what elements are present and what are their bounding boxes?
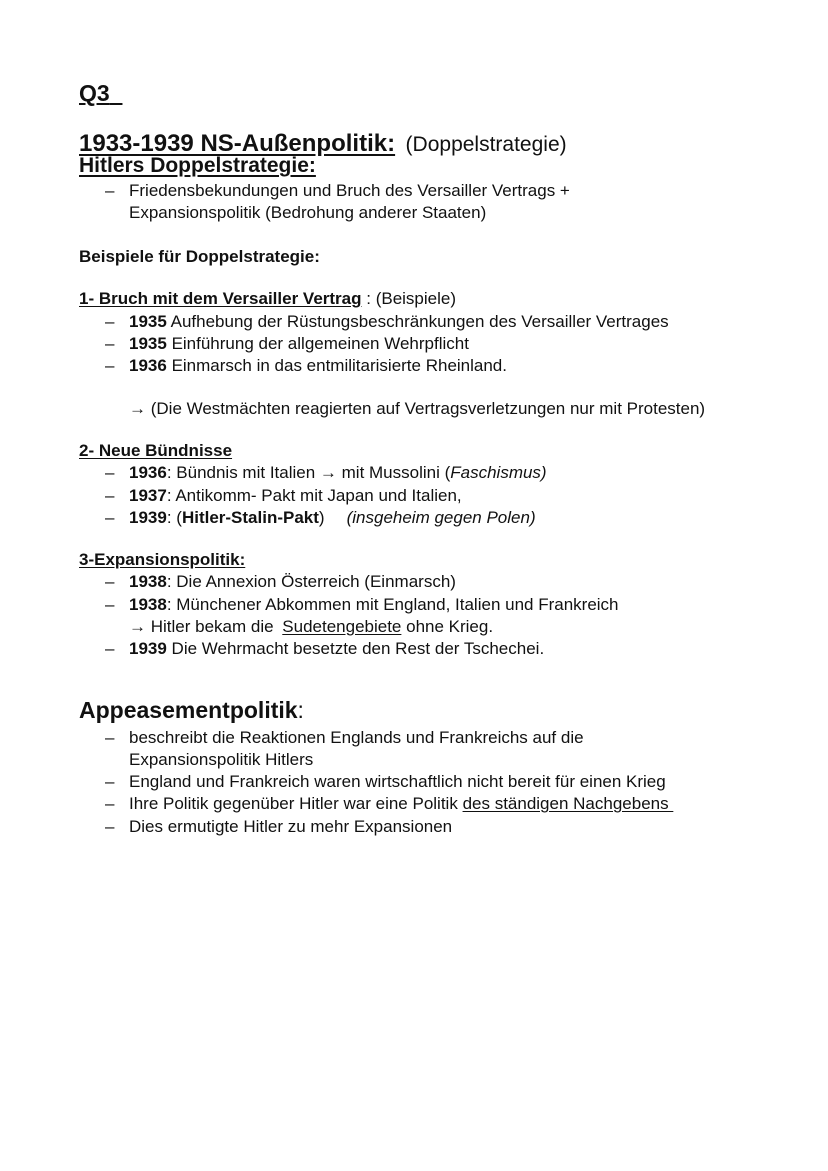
item-text: Dies ermutigte Hitler zu mehr Expansionen (129, 817, 453, 836)
section1-subheading: Hitlers Doppelstrategie: (79, 154, 316, 177)
item-year: 1935 (129, 312, 167, 331)
item-text: : ( (166, 508, 182, 527)
item-year: 1937 (129, 486, 167, 505)
section1-heading-note: (Doppelstrategie) (405, 133, 567, 156)
bullet-dash: – (105, 794, 115, 813)
appeasement-heading: Appeasementpolitik (79, 697, 298, 723)
item-text: Einführung der allgemeinen Wehrpflicht (171, 334, 469, 353)
item-text: : Münchener Abkommen mit England, Italien und Frankreich (166, 595, 619, 614)
list-item (105, 638, 544, 660)
bullet-dash: – (105, 463, 115, 482)
item-year: 1939 (129, 639, 167, 658)
list-item (105, 594, 619, 616)
item-bold: Hitler-Stalin-Pakt (181, 508, 319, 527)
title-text: Q3 (79, 80, 110, 106)
page-title (79, 80, 122, 107)
bullet-dash: – (105, 572, 115, 591)
section1-heading: 1933-1939 NS-Außenpolitik: (79, 130, 396, 157)
sub-suffix: ohne Krieg. (401, 617, 494, 636)
versailles-heading: 1- Bruch mit dem Versailler Vertrag (79, 289, 362, 308)
list-item (105, 816, 452, 838)
sub-underlined: Sudetengebiete (282, 617, 402, 636)
bullet-text: Friedensbekundungen und Bruch des Versailler Vertrags + (129, 181, 570, 200)
list-item-cont: Expansionspolitik Hitlers (129, 750, 314, 769)
list-item (105, 771, 666, 793)
item-text: Einmarsch in das entmilitarisierte Rheinland. (171, 356, 507, 375)
item-text: Ihre Politik gegenüber Hitler war eine Politik (129, 794, 463, 813)
item-text-after: ) (318, 508, 325, 527)
item-year: 1939 (129, 508, 167, 527)
list-item (105, 355, 507, 377)
list-item-sub (129, 616, 493, 638)
bullet-dash: – (105, 639, 115, 658)
item-text: beschreibt die Reaktionen Englands und Frankreichs auf die (129, 728, 584, 747)
item-underlined: des ständigen Nachgebens (462, 794, 674, 813)
item-text: England und Frankreich waren wirtschaftlich nicht bereit für einen Krieg (129, 772, 666, 791)
sub-prefix: → Hitler bekam die (129, 617, 279, 636)
list-item (105, 507, 536, 529)
item-italic: (insgeheim gegen Polen) (346, 508, 536, 527)
item-text: : Antikomm- Pakt mit Japan und Italien, (166, 486, 462, 505)
list-item (105, 462, 547, 484)
list-item (105, 333, 469, 355)
bullet-dash: – (105, 356, 115, 375)
item-text: Aufhebung der Rüstungsbeschränkungen des Versailler Vertrages (170, 312, 669, 331)
bullet-dash: – (105, 181, 115, 200)
appeasement-heading-line (79, 697, 304, 724)
list-item (105, 793, 673, 815)
item-text: : Bündnis mit Italien → mit Mussolini ( (166, 463, 451, 482)
versailles-conclusion: → (Die Westmächten reagierten auf Vertragsverletzungen nur mit Protesten) (129, 399, 706, 418)
list-item (105, 727, 584, 749)
item-year: 1936 (129, 463, 167, 482)
expansion-heading: 3-Expansionspolitik: (79, 550, 246, 569)
versailles-heading-note: : (Beispiele) (366, 289, 457, 308)
item-year: 1938 (129, 595, 167, 614)
bullet-dash: – (105, 772, 115, 791)
bullet-dash: – (105, 486, 115, 505)
list-item (105, 571, 456, 593)
item-year: 1935 (129, 334, 167, 353)
bullet-dash: – (105, 817, 115, 836)
section1-bullet-cont: Expansionspolitik (Bedrohung anderer Staaten) (129, 203, 487, 222)
alliances-heading: 2- Neue Bündnisse (79, 441, 233, 460)
item-italic: Faschismus) (450, 463, 547, 482)
bullet-dash: – (105, 312, 115, 331)
bullet-dash: – (105, 508, 115, 527)
item-year: 1936 (129, 356, 167, 375)
list-item (105, 485, 462, 507)
versailles-heading-line (79, 288, 456, 310)
bullet-dash: – (105, 334, 115, 353)
examples-heading: Beispiele für Doppelstrategie: (79, 247, 320, 266)
list-item (105, 311, 669, 333)
bullet-dash: – (105, 595, 115, 614)
section1-bullet (105, 180, 570, 202)
appeasement-colon: : (297, 697, 304, 723)
item-text: : Die Annexion Österreich (Einmarsch) (166, 572, 456, 591)
item-year: 1938 (129, 572, 167, 591)
bullet-dash: – (105, 728, 115, 747)
item-text: Die Wehrmacht besetzte den Rest der Tschechei. (166, 639, 545, 658)
